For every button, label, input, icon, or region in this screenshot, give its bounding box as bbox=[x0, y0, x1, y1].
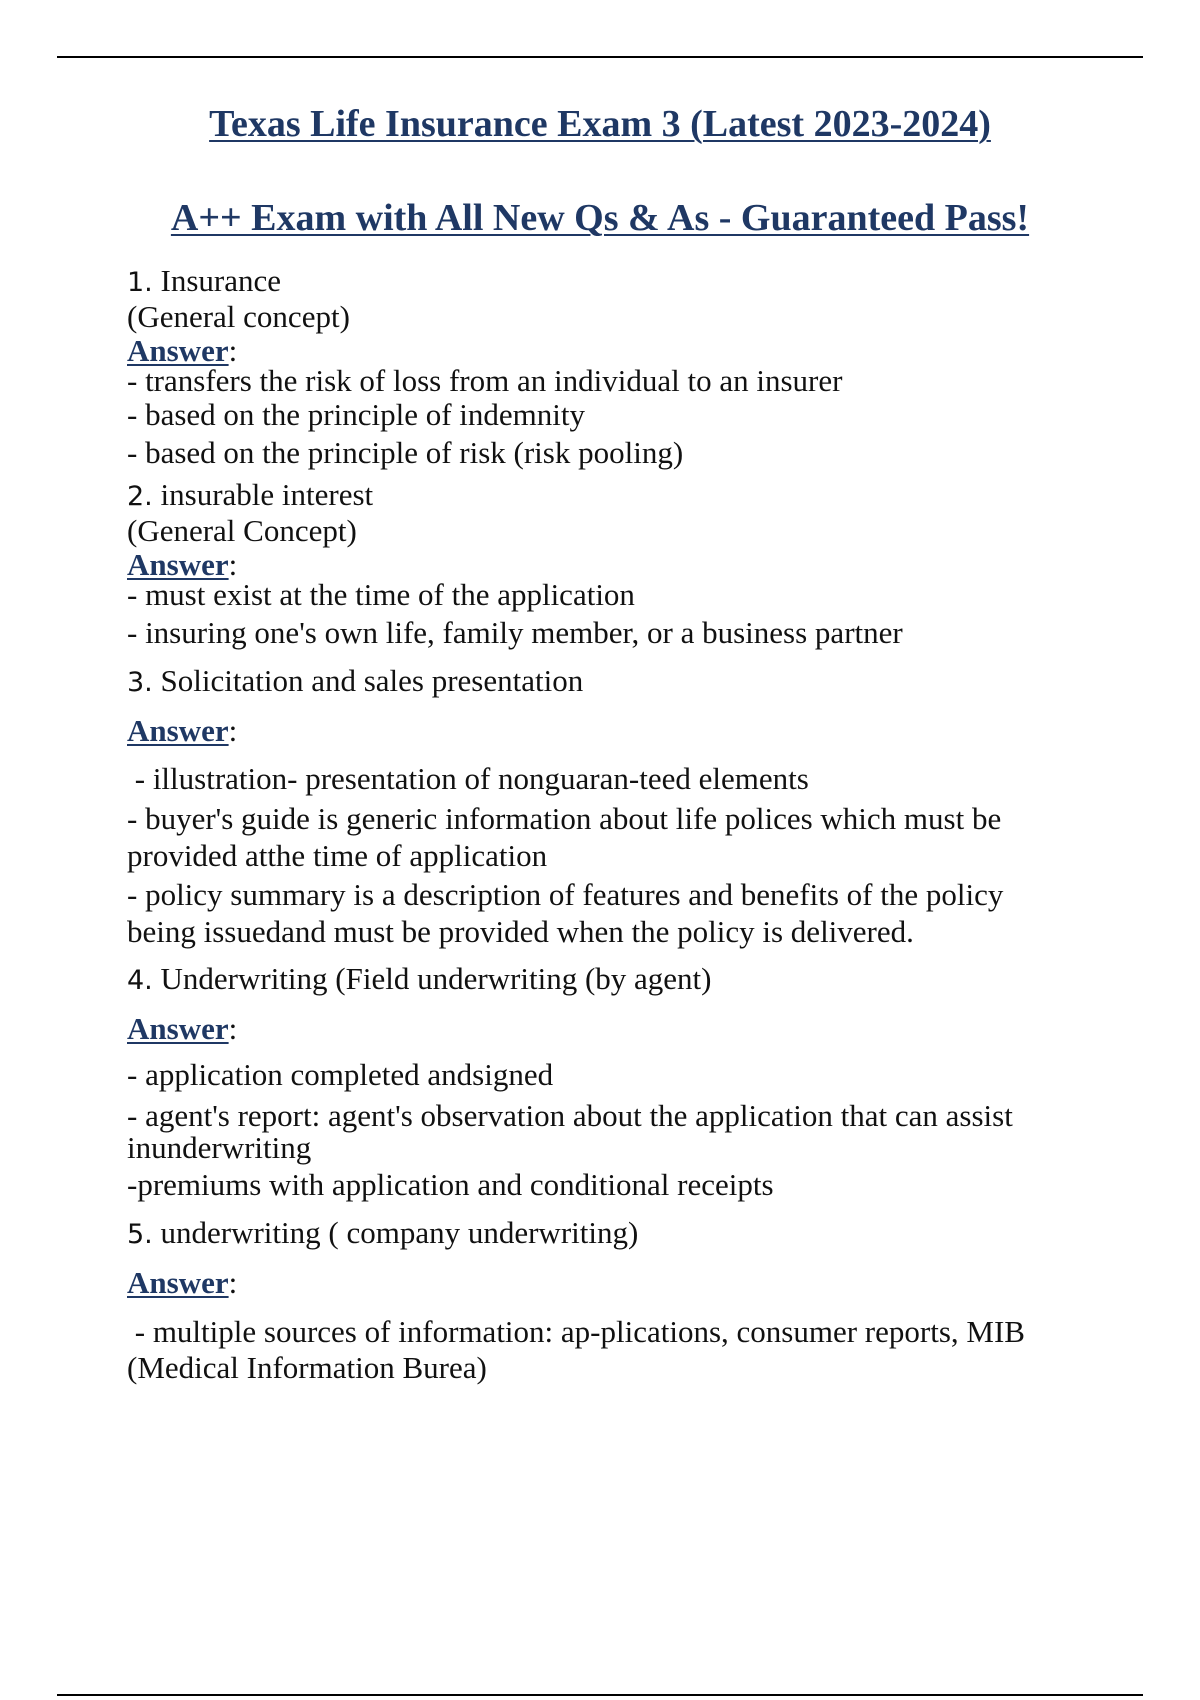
answer-line: - illustration- presentation of nonguaran-teed elements bbox=[127, 761, 809, 796]
top-rule bbox=[57, 56, 1143, 58]
answer-line: -premiums with application and conditional receipts bbox=[127, 1167, 774, 1202]
question-2 bbox=[127, 478, 1117, 650]
answer-line: - policy summary is a description of features and benefits of the policy being issuedand must be provided when the policy is delivered. bbox=[127, 877, 1004, 949]
answer-line: - agent's report: agent's observation about the application that can assist inunderwriting bbox=[127, 1098, 1013, 1165]
answer-label: Answer: bbox=[127, 1265, 238, 1300]
answer-line: - buyer's guide is generic information about life polices which must be provided atthe time of application bbox=[127, 801, 1002, 873]
question-3 bbox=[127, 664, 1117, 950]
question-subtitle: (General concept) bbox=[127, 299, 350, 334]
answer-line: - insuring one's own life, family member, or a business partner bbox=[127, 615, 903, 650]
question-title: 2. insurable interest bbox=[127, 477, 374, 512]
answer-line: - must exist at the time of the application bbox=[127, 577, 635, 612]
question-4 bbox=[127, 962, 1117, 1202]
question-title: 5. underwriting ( company underwriting) bbox=[127, 1215, 639, 1250]
answer-line: - application completed andsigned bbox=[127, 1057, 554, 1092]
question-title: 1. Insurance bbox=[127, 263, 282, 298]
answer-label: Answer: bbox=[127, 1011, 238, 1046]
question-subtitle: (General Concept) bbox=[127, 513, 357, 548]
document-subtitle: A++ Exam with All New Qs & As - Guaranteed Pass! bbox=[170, 197, 1030, 239]
answer-line: - transfers the risk of loss from an individual to an insurer bbox=[127, 363, 843, 398]
question-1 bbox=[127, 264, 1117, 470]
document-title: Texas Life Insurance Exam 3 (Latest 2023-2024) bbox=[209, 103, 991, 145]
answer-label: Answer: bbox=[127, 713, 238, 748]
qa-list bbox=[127, 264, 1117, 1386]
answer-line: - multiple sources of information: ap-plications, consumer reports, MIB (Medical Information Burea) bbox=[127, 1314, 1033, 1385]
answer-line: - based on the principle of indemnity bbox=[127, 397, 585, 432]
answer-label: Answer: bbox=[127, 547, 238, 582]
bottom-rule bbox=[57, 1694, 1143, 1696]
question-5 bbox=[127, 1216, 1117, 1386]
answer-label: Answer: bbox=[127, 333, 238, 368]
question-title: 4. Underwriting (Field underwriting (by agent) bbox=[127, 961, 712, 996]
question-title: 3. Solicitation and sales presentation bbox=[127, 663, 584, 698]
answer-line: - based on the principle of risk (risk pooling) bbox=[127, 435, 684, 470]
